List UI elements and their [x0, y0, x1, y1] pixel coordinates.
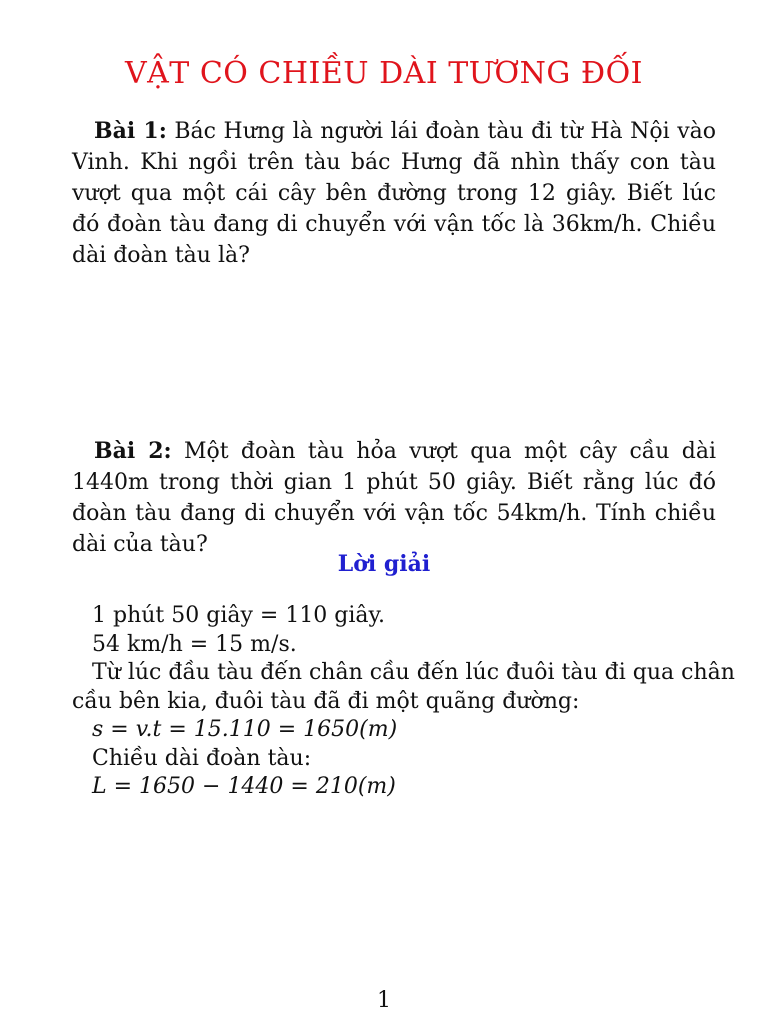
problem-1 [72, 116, 716, 271]
problem-2-label: Bài 2: [94, 438, 172, 464]
solution-line: Chiều dài đoàn tàu: [92, 745, 312, 771]
equation-distance: s = v.t = 15.110 = 1650(m) [92, 717, 398, 742]
problem-2-text: Một đoàn tàu hỏa vượt qua một cây cầu dài 1440m trong thời gian 1 phút 50 giây. Biết rằng lúc đó đoàn tàu đang di chuyển với vận tốc 54km/h. Tính chiều dài của tàu? [72, 439, 716, 557]
solution-body [72, 602, 735, 802]
problem-2 [72, 436, 716, 560]
solution-line: Từ lúc đầu tàu đến chân cầu đến lúc đuôi tàu đi qua chân [92, 660, 735, 685]
solution-heading: Lời giải [337, 551, 431, 577]
problem-1-text: Bác Hưng là người lái đoàn tàu đi từ Hà Nội vào Vinh. Khi ngồi trên tàu bác Hưng đã nhìn thấy con tàu vượt qua một cái cây bên đường trong 12 giây. Biết lúc đó đoàn tàu đang di chuyển với vận tốc là 36km/h. Chiều dài đoàn tàu là? [72, 119, 717, 268]
problem-1-label: Bài 1: [94, 118, 167, 144]
page-number: 1 [377, 988, 391, 1013]
solution-line: cầu bên kia, đuôi tàu đã đi một quãng đường: [72, 688, 580, 714]
solution-line: 54 km/h = 15 m/s. [92, 631, 297, 657]
page-title: VẬT CÓ CHIỀU DÀI TƯƠNG ĐỐI [124, 56, 644, 91]
solution-line: 1 phút 50 giây = 110 giây. [92, 603, 386, 628]
equation-length: L = 1650 − 1440 = 210(m) [92, 774, 396, 799]
